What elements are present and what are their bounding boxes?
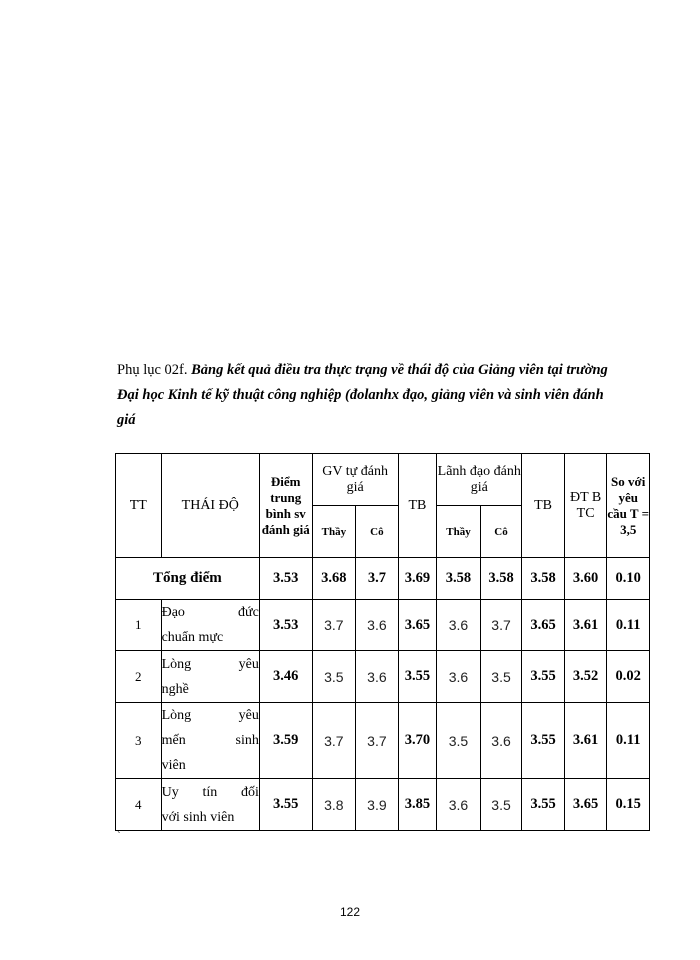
caption-title: Bảng kết quả điều tra thực trạng về thái độ của Giảng viên tại trường Đại học Kinh tế kỹ thuật công nghiệp (đolanhx đạo, giảng viên và sinh viên đánh giá [117,362,608,428]
row-student: 3.59 [259,703,312,779]
row-tt: 1 [116,600,162,651]
total-gv-thay: 3.68 [312,558,356,600]
row-tb1: 3.65 [398,600,437,651]
total-student: 3.53 [259,558,312,600]
total-ld-co: 3.58 [480,558,522,600]
total-gv-co: 3.7 [356,558,399,600]
header-ld-group: Lãnh đạo đánh giá [437,454,522,506]
header-ld-co: Cô [480,506,522,558]
row-ld-thay: 3.6 [437,600,481,651]
caption-prefix: Phụ lục 02f. [117,362,188,378]
row-gv-thay: 3.7 [312,703,356,779]
total-label: Tổng điểm [116,558,260,600]
row-ld-co: 3.6 [480,703,522,779]
row-dtbtc: 3.61 [564,703,607,779]
total-tb1: 3.69 [398,558,437,600]
row-tt: 2 [116,651,162,703]
row-tt: 3 [116,703,162,779]
row-tb1: 3.55 [398,651,437,703]
row-gv-co: 3.6 [356,600,399,651]
row-attitude: Đạo đức chuẩn mực [161,600,259,651]
row-student: 3.55 [259,779,312,831]
header-tb2: TB [522,454,565,558]
table-caption [117,358,617,433]
row-compare: 0.15 [607,779,650,831]
header-dtbtc: ĐT B TC [564,454,607,558]
row-dtbtc: 3.65 [564,779,607,831]
header-student-score: Điểm trung bình sv đánh giá [259,454,312,558]
stray-mark: ` [117,830,121,842]
table-row [116,779,650,831]
row-tb2: 3.55 [522,779,565,831]
row-gv-thay: 3.5 [312,651,356,703]
row-gv-thay: 3.7 [312,600,356,651]
row-tb1: 3.85 [398,779,437,831]
header-attitude: THÁI ĐỘ [161,454,259,558]
row-gv-co: 3.6 [356,651,399,703]
row-attitude: Lòng yêu nghề [161,651,259,703]
row-tt: 4 [116,779,162,831]
row-compare: 0.11 [607,600,650,651]
header-tb1: TB [398,454,437,558]
total-tb2: 3.58 [522,558,565,600]
header-tt: TT [116,454,162,558]
page-number: 122 [339,905,361,919]
table-row [116,651,650,703]
header-gv-group: GV tự đánh giá [312,454,398,506]
row-ld-thay: 3.5 [437,703,481,779]
total-compare: 0.10 [607,558,650,600]
row-gv-co: 3.7 [356,703,399,779]
row-tb1: 3.70 [398,703,437,779]
row-tb2: 3.55 [522,651,565,703]
row-compare: 0.11 [607,703,650,779]
table-row [116,600,650,651]
row-attitude: Uy tín đối với sinh viên [161,779,259,831]
header-ld-thay: Thầy [437,506,481,558]
header-gv-co: Cô [356,506,399,558]
row-student: 3.53 [259,600,312,651]
row-tb2: 3.65 [522,600,565,651]
row-gv-thay: 3.8 [312,779,356,831]
row-dtbtc: 3.52 [564,651,607,703]
total-row [116,558,650,600]
row-ld-co: 3.5 [480,779,522,831]
row-ld-thay: 3.6 [437,651,481,703]
row-ld-co: 3.7 [480,600,522,651]
row-ld-thay: 3.6 [437,779,481,831]
header-gv-thay: Thầy [312,506,356,558]
attitude-survey-table [115,453,650,831]
row-compare: 0.02 [607,651,650,703]
row-ld-co: 3.5 [480,651,522,703]
row-student: 3.46 [259,651,312,703]
total-ld-thay: 3.58 [437,558,481,600]
row-gv-co: 3.9 [356,779,399,831]
row-attitude: Lòng yêu mến sinh viên [161,703,259,779]
row-tb2: 3.55 [522,703,565,779]
table-row [116,703,650,779]
header-compare: So với yêu cầu T = 3,5 [607,454,650,558]
row-dtbtc: 3.61 [564,600,607,651]
total-dtbtc: 3.60 [564,558,607,600]
